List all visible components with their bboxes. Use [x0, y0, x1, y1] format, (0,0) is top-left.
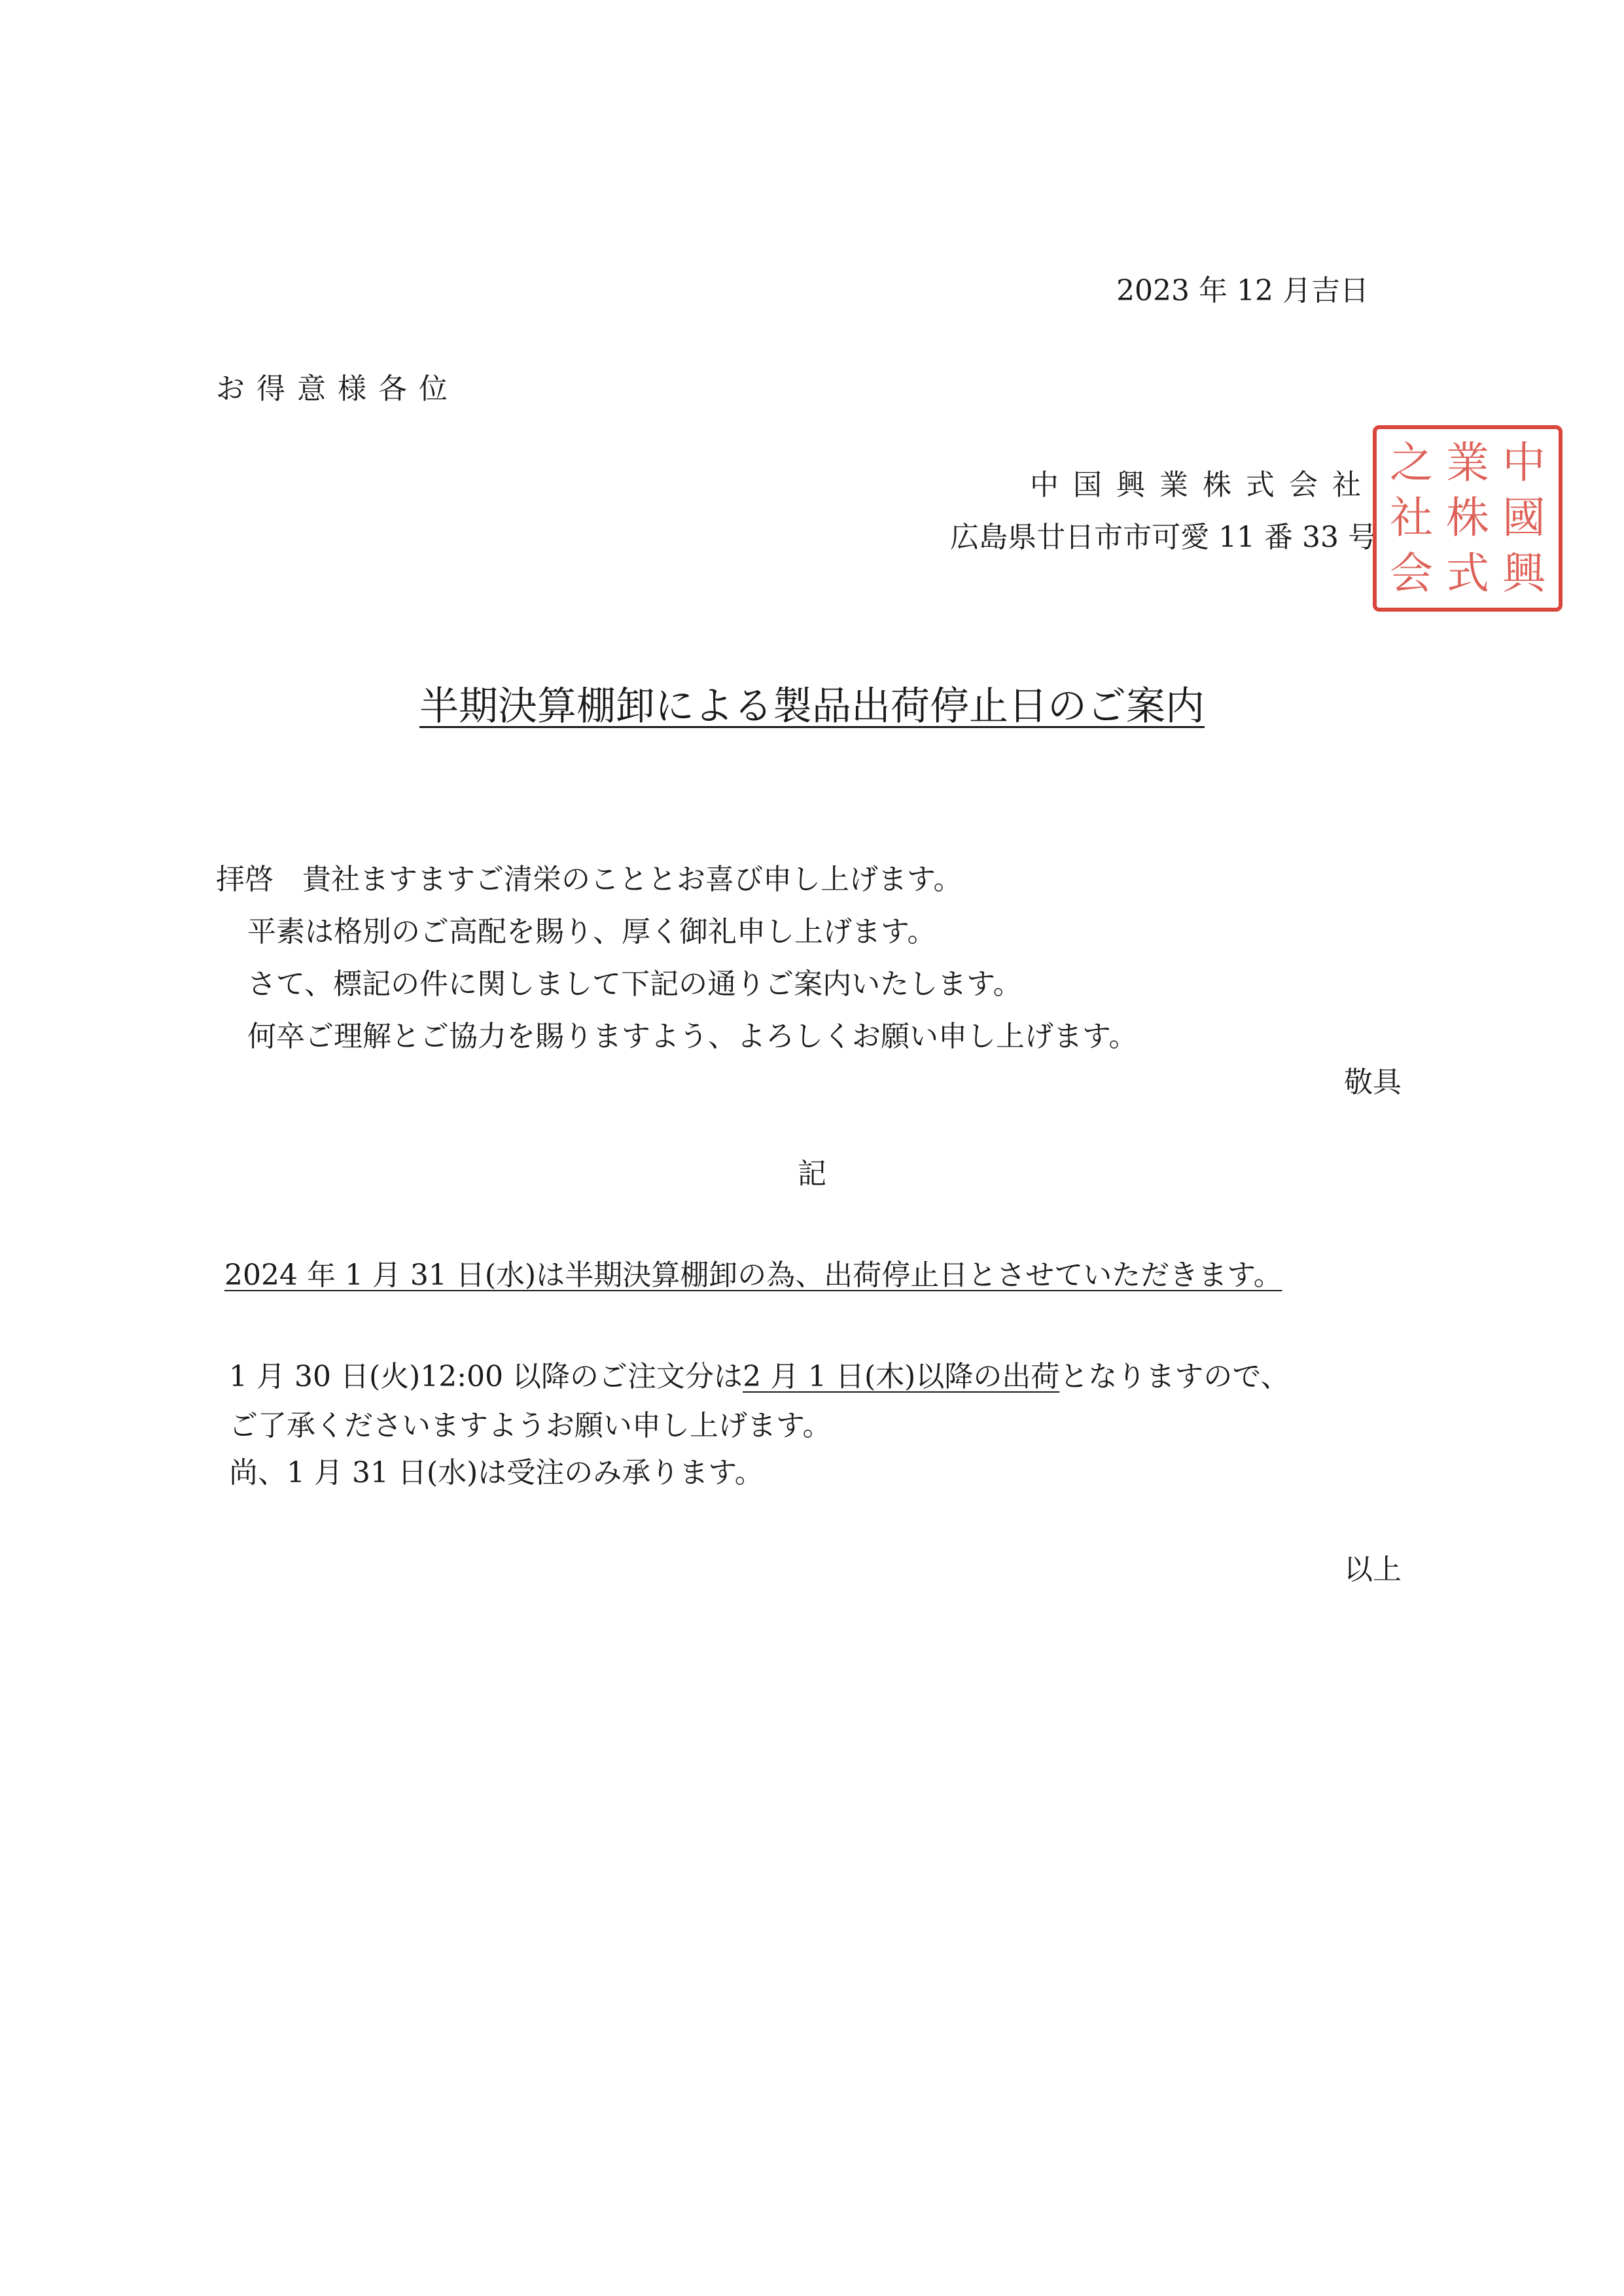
greeting-line: 拝啓 貴社ますますご清栄のこととお喜び申し上げます。 — [216, 863, 962, 896]
notice-line: ご了承くださいますようお願い申し上げます。 — [229, 1409, 832, 1442]
company-seal-stamp — [1373, 425, 1562, 612]
seal-char: 業 — [1446, 438, 1489, 489]
shipping-date-emphasis: 2 月 1 日(木)以降の出荷 — [743, 1360, 1060, 1393]
document-date: 2023 年 12 月吉日 — [1116, 274, 1369, 307]
body-line: 何卒ご理解とご協力を賜りますよう、よろしくお願い申し上げます。 — [247, 1020, 1138, 1053]
seal-char: 國 — [1502, 493, 1545, 544]
ending-ijo: 以上 — [1344, 1553, 1402, 1586]
notice-text: となりますので、 — [1059, 1360, 1290, 1393]
seal-char: 式 — [1446, 548, 1489, 599]
seal-char: 会 — [1390, 548, 1433, 599]
seal-char: 社 — [1390, 493, 1433, 544]
recipient: お得意様各位 — [216, 372, 459, 406]
main-notice: 2024 年 1 月 31 日(水)は半期決算棚卸の為、出荷停止日とさせていただきます。 — [224, 1259, 1282, 1292]
notice-line: 尚、1 月 31 日(水)は受注のみ承ります。 — [229, 1456, 764, 1489]
body-line: さて、標記の件に関しまして下記の通りご案内いたします。 — [247, 967, 1022, 1001]
company-name: 中国興業株式会社 — [1030, 468, 1375, 502]
company-address: 広島県廿日市市可愛 11 番 33 号 — [950, 521, 1377, 554]
seal-char: 之 — [1390, 438, 1433, 489]
notice-line — [229, 1357, 1289, 1397]
closing-keigu: 敬具 — [1344, 1066, 1402, 1099]
notice-text: 1 月 30 日(火)12:00 以降のご注文分は — [229, 1360, 743, 1393]
seal-char: 中 — [1502, 438, 1545, 489]
ki-heading: 記 — [798, 1157, 826, 1191]
seal-char: 株 — [1446, 493, 1489, 544]
document-title: 半期決算棚卸による製品出荷停止日のご案内 — [419, 684, 1205, 729]
seal-char: 興 — [1502, 548, 1545, 599]
body-line: 平素は格別のご高配を賜り、厚く御礼申し上げます。 — [247, 915, 936, 948]
